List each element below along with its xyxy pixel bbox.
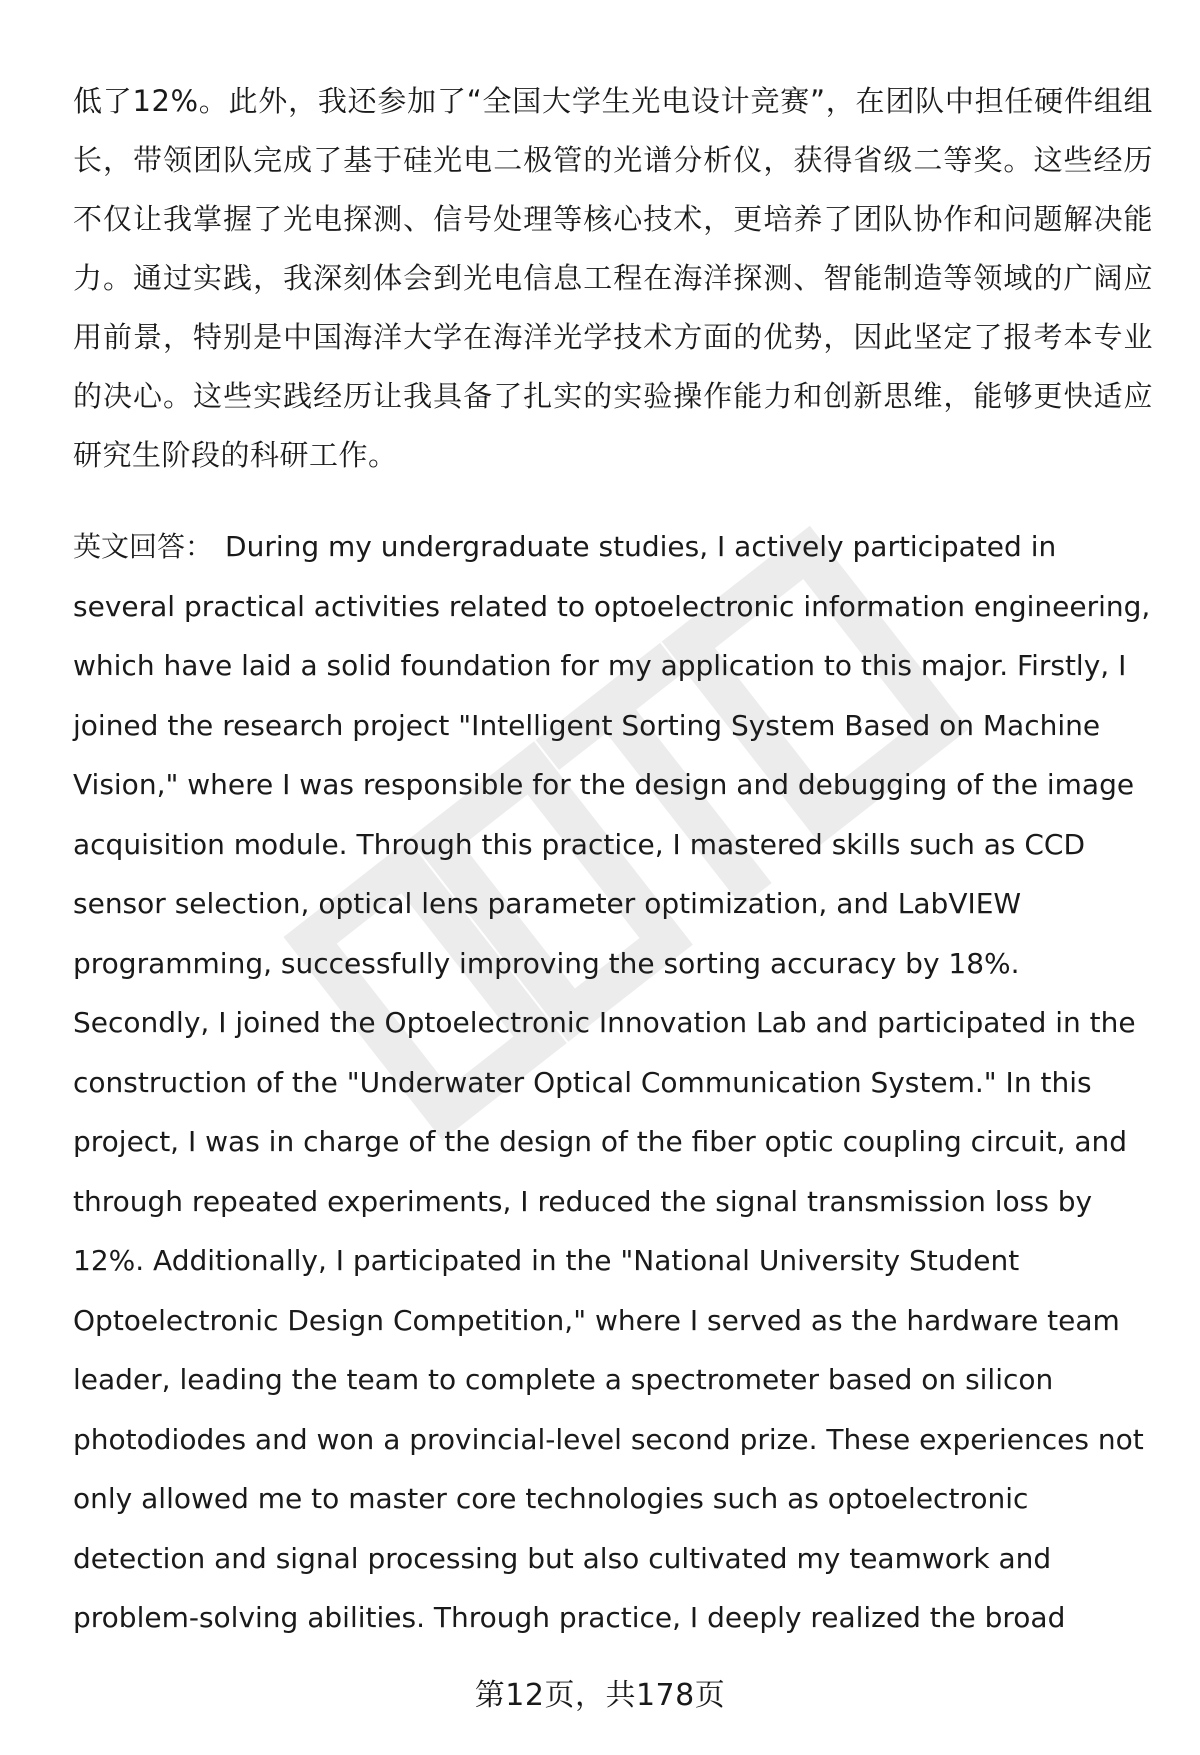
chinese-answer-paragraph: 低了12%。此外，我还参加了“全国大学生光电设计竞赛”，在团队中担任硬件组组长，带领团队完成了基于硅光电二极管的光谱分析仪，获得省级二等奖。这些经历不仅让我掌握了光电探测、信号处理等核心技术，更培养了团队协作和问题解决能力。通过实践，我深刻体会到光电信息工程在海洋探测、智能制造等领域的广阔应用前景，特别是中国海洋大学在海洋光学技术方面的优势，因此坚定了报考本专业的决心。这些实践经历让我具备了扎实的实验操作能力和创新思维，能够更快适应研究生阶段的科研工作。 xyxy=(73,84,1153,472)
page-content xyxy=(73,72,1153,1648)
english-answer-label: 英文回答： xyxy=(73,530,214,563)
english-answer-paragraph xyxy=(73,517,1153,1648)
english-answer-text: During my undergraduate studies, I actively participated in several practical activities related to optoelectronic information engineering, which have laid a solid foundation for my application to this major. Firstly, I joined the research project "Intelligent Sorting System Based on Machine Vision," where I was responsible for the design and debugging of the image acquisition module. Through this practice, I mastered skills such as CCD sensor selection, optical lens parameter optimization, and LabVIEW programming, successfully improving the sorting accuracy by 18%. Secondly, I joined the Optoelectronic Innovation Lab and participated in the construction of the "Underwater Optical Communication System." In this project, I was in charge of the design of the fiber optic coupling circuit, and through repeated experiments, I reduced the signal transmission loss by 12%. Additionally, I participated in the "National University Student Optoelectronic Design Competition," where I served as the hardware team leader, leading the team to complete a spectrometer based on silicon photodiodes and won a provincial-level second prize. These experiences not only allowed me to master core technologies such as optoelectronic detection and signal processing but also cultivated my teamwork and problem-solving abilities. Through practice, I deeply realized the broad xyxy=(73,530,1151,1634)
page-number: 第12页，共178页 xyxy=(474,1678,726,1713)
